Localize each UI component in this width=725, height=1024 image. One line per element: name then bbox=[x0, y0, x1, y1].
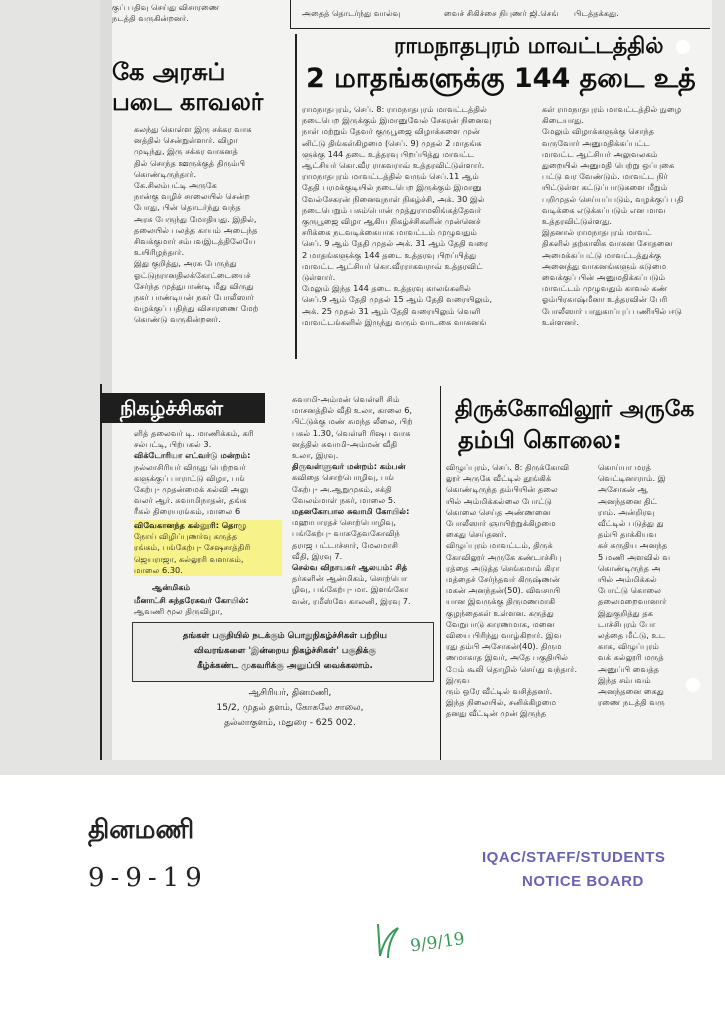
crime-story-col-b: கொய்யா மரத் வெட்டினாராம். இ அசோகன் ஆ அனந்தனை திட் ராம். அன்றிரவு வீட்டில் படுத்து து தம்பி தாக்கியவ கச் சுருதிய அனந்த 5 மணி அளவில் வ கொண்டிருந்த அ யில் அம்மிக்கல் போட்டு கொலை தலைமறைவானார் இதுகுறித்து தக டாச்சிபுரம் போ லத்தை மீட்டு, உட காக, விழுப்புரம் வக் கல்லூரி மருத் அனுப்பி வைத்த இந்த சம்பவம் அனந்தனை கைது ரணை நடத்தி வரு bbox=[598, 462, 671, 708]
right-headline-2: 2 மாதங்களுக்கு 144 தடை உத் bbox=[306, 63, 696, 94]
stamp-line-1: IQAC/STAFF/STUDENTS bbox=[482, 849, 666, 866]
right-headline-1: ராமநாதபுரம் மாவட்டத்தில் bbox=[394, 34, 664, 59]
left-headline-1: கே அரசுப் bbox=[112, 58, 226, 86]
handwritten-date: 9-9-19 bbox=[88, 863, 208, 893]
story-border bbox=[295, 34, 297, 359]
right-story-col-b: கள் ராமநாதபுரம் மாவட்டத்தில் நுழை கிடையாது. மேலும் விழாக்களுக்கு சொந்த வருவோர் அனுமதிக்கப்பட்ட மாவட்ட ஆட்சியர் அலுவலகம் துறையில் அனுமதி பெற்று ஒப்புகை பட்டு வர வேண்டும். மாவட்ட நிர் யிட்டுள்ள கட்டுப்பாடுகளை மீறும் பறிமுதல் செய்யப்படும், வழக்குப் பதி வடிக்கை எடுக்கப்படும் என மாவ உத்தரவிட்டுள்ளது. இதனால் ராமநாதபுரம் மாவட் திகளில் தற்காலிக வாகன சோதனை அமைக்கப்பட்டு மாவட்டத்துக்கு அனைத்து வாகனங்களும் கடுமை வைக்குப் பின் அனுமதிக்கப்படும் மாவட்டம் முழுவதும் காவல் கண் ஓம்பிரகாஷ்மீனா உத்தரவின் பேரி போலீஸார் பாதுகாப்புப் பணியில் ஈடு உள்ளனர். bbox=[542, 104, 684, 327]
top-strip-col2: அதைத் தொடர்ந்து வால்வு bbox=[302, 8, 401, 18]
handwritten-newspaper-name: தினமணி bbox=[88, 815, 195, 845]
stamp-line-2: NOTICE BOARD bbox=[522, 873, 644, 890]
column-divider bbox=[290, 0, 291, 28]
submission-notice: தங்கள் பகுதியில் நடக்கும் பொதுநிகழ்ச்சிகள் பற்றிய விவரங்களை 'இன்றைய நிகழ்ச்சிகள்' பகுதிக்கு கீழ்க்கண்ட முகவரிக்கு அனுப்பி வைக்கலாம். bbox=[132, 622, 434, 682]
events-col-b: சுவாமி-அம்மன் வெள்ளி சிம் மாசனத்தில் வீதி உலா, காலை 6, பிட்டுக்கு மண் சுமந்த லீலை, பிற் பகல் 1.30, வெள்ளி ரிஷப வாக னத்தில் சுவாமி-அம்மன் வீதி உலா, இரவு. திருவள்ளுவர் மன்றம்: கம்பன் கவிதை சொற்பொழிவு, பங் கேற்பு- அ.ஆறுமுகம், சக்தி வேலம்மாள் நகர், மாலை 5. மதனகோபால சுவாமி கோயில்: மஹாபாரதச் சொற்பொழிவு, பங்கேற்பு- வாசுதேவகோவிந் தராஜ பட்டாச்சார், மேலமாசி வீதி, இரவு 7. செல்வ விநாயகர் ஆலயம்: சித் தர்களின் ஆன்மிகம், சொற்பொ ழிவு, பங்கேற்பு- மா. இளங்கோ வன், ரமீஸ்வே காலனி, இரவு 7. bbox=[292, 394, 413, 606]
top-strip-col3: வைச் சிகிச்சை நிபுணர் ஜி.செங் bbox=[444, 8, 559, 18]
left-headline-2: படை காவலர் bbox=[112, 88, 264, 116]
editor-address: ஆசிரியர், தினமணி, 15/2, முதல் தளம், கோகலே சாலை, தல்லாகுளம், மதுரை - 625 002. bbox=[216, 688, 364, 728]
crime-story-col-a: விழுப்புரம், செப். 8: திருக்கோவி லூர் அருகே வீட்டில் தூங்கிக் கொண்டிருந்த தம்பியின் தலை யில் அம்மிக்கல்லை போட்டு கொலை செய்த அண்ணனை போலீஸார் ஞாயிற்றுக்கிழமை கைது செய்தனர். விழுப்புரம் மாவட்டம், திருக் கோவிலூர் அருகே கண்டாச்சிபு ரத்தை அடுத்த செங்கமாம் கிரா மத்தைச் சேர்ந்தவர் கிருஷ்ணன் மகன் அனந்தன்(50). விவசாயி யான இவருக்கு திருமணமாகி குழந்தைகள் உள்ளன. கருத்து வேறுபாடு காரணமாக, மனை வியை பிரிந்து வாழ்கிறார். இவ ரது தம்பி அசோகன்(40). திரும ணமாகாத இவர், அதே பகுதியில் ேம் கூலி தொழில் செய்து வந்தார். இருவ ரும் ஒரே வீட்டில் வசித்தனர். இந்த நிலையில், சனிக்கிழமை தனது வீட்டின் முன் இருந்த bbox=[446, 462, 578, 719]
crime-headline-1: திருக்கோவிலூர் அருகே bbox=[455, 397, 695, 422]
events-highlighted-entry: விவேகானந்த கல்லூரி: தொழு நோய் விழிப்புணர்வு கருத்த ரங்கம், பங்கேற்பு- சேஷசாத்திரி ஜெயராஜா, கல்லூரி வளாகம், மாலை 6.30. bbox=[134, 520, 282, 576]
events-col-a: ளித் தலைவர் டி. மாணிக்கம், கரி சல்பட்டி, பிற்பகல் 3. விக்டோரியா எட்வர்டு மன்றம்: நல்லாசிரியர் விருது பெற்றவர் களுக்குப் பாராட்டு விழா, பங் கேற்பு- முதன்மைக் கல்வி அலு வலர் ஆர். சுவாமிநாதன், தங்க ரீகல் திரையரங்கம், மாலை 6 bbox=[134, 428, 254, 517]
crime-headline-2: தம்பி கொலை: bbox=[458, 426, 622, 454]
signature-date: 9/9/19 bbox=[408, 929, 466, 957]
events-col-a-tail: மீனாட்சி சுந்தரேசுவர் கோயில்: ஆவணி மூல திருவிழா, bbox=[134, 595, 249, 617]
events-border bbox=[100, 384, 102, 760]
top-strip-col1: குப் பதிவு செய்து விசாரணை நடத்தி வருகின்றனர். bbox=[112, 2, 220, 24]
section-divider bbox=[290, 28, 710, 29]
top-strip-col4: பிடத்தக்கது. bbox=[574, 8, 619, 18]
column-divider bbox=[440, 386, 441, 760]
left-story-body: கலந்து கொள்ள இரு சக்கர வாக னத்தில் சென்றுள்ளார். விழா முடிந்து, இரு சக்கர வாகனத் தில் சொந்த ஊருக்குத் திரும்பி கொண்டிருந்தார். கே.சிலம்பட்டி அருகே நான்கு வழிச் சாலையில் சென்ற போது, பின் தொடர்ந்து வந்த அரசு பேருந்து மோதியது. இதில், தலையில் பலத்த காயம் அடைந்த சிவக்குமார் சம்பவஇடத்திலேயே உயிரிழந்தார். இது குறித்து, அரசு பேருந்து ஓட்டுநரானதிலக்கோட்டையைச் சேர்ந்த முத்துபாண்டி மீது விருது நகர் பாண்டியன் நகர் போலீஸார் வழக்குப் பதிந்து விசாரணை மேற் கொண்டு வருகின்றனர். bbox=[134, 124, 259, 325]
events-band-title: நிகழ்ச்சிகள் bbox=[100, 393, 265, 423]
right-story-col-a: ராமநாதபுரம், செப். 8: ராமநாதபுரம் மாவட்டத்தில் நடைபெற இருக்கும் இமானுவேல் சேகரன் நினைவு நாள் மற்றும் தேவர் குருபூஜை விழாக்களை முன் னிட்டு திங்கள்கிழமை (செப். 9) முதல் 2 மாதங்க ளுக்கு 144 தடை உத்தரவு பிறப்பித்து மாவட்ட ஆட்சியர் கொ.வீர ராகவராவ் உத்தரவிட்டுள்ளார். ராமநாதபுரம் மாவட்டத்தில் வரும் செப்.11 ஆம் தேதி பரமக்குடியில் நடைபெற இருக்கும் இமானு வேல்சேகரன் நினைவுநாள் நிகழ்ச்சி, அக். 30 இல் நடைபெறும் பசும்பொன் முத்துராமலிங்கத்தேவர் குருபூஜை விழா ஆகிய நிகழ்ச்சிகளின் முன்னெச் சரிக்கை நடவடிக்கையாக மாவட்டம் முழுவதும் செப். 9 ஆம் தேதி முதல் அக். 31 ஆம் தேதி வரை 2 மாதங்களுக்கு 144 தடை உத்தரவு பிறப்பித்து மாவட்ட ஆட்சியர் கொ.வீரராகவராவ் உத்தரவிட் டுள்ளார். மேலும் இந்த 144 தடை உத்தரவு காலங்களில் செப்.9 ஆம் தேதி முதல் 15 ஆம் தேதி வரையிலும், அக். 25 முதல் 31 ஆம் தேதி வரையிலும் வெளி மாவட்டங்களில் இருந்து வரும் வாடகை வாகனங் bbox=[302, 104, 493, 327]
spiritual-heading: ஆன்மிகம் bbox=[152, 582, 191, 592]
